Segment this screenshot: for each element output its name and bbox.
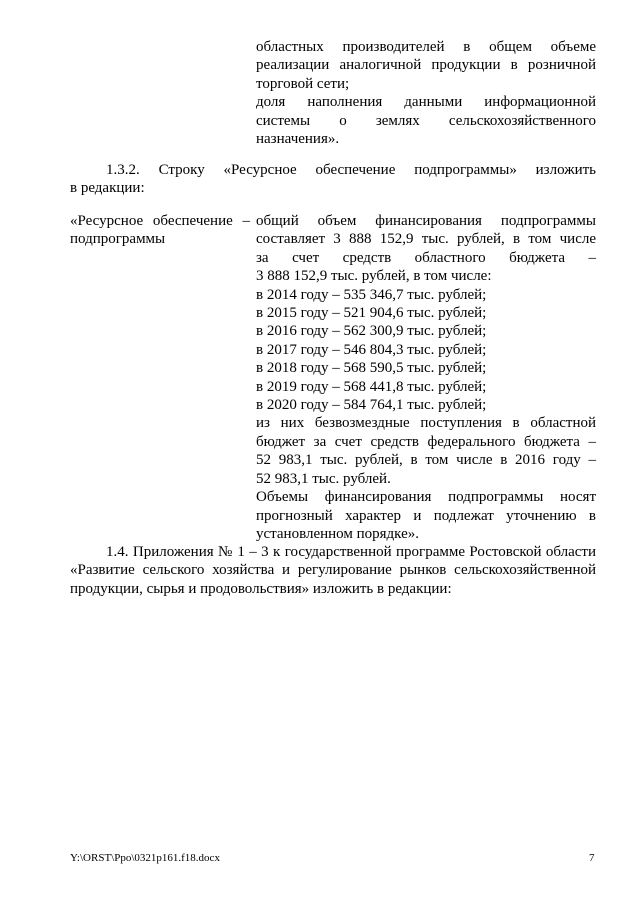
text-line: в 2015 году – 521 904,6 тыс. рублей; <box>256 305 487 322</box>
text-line: «Ресурсное обеспечение – <box>70 213 250 229</box>
text-line: прогнозный характер и подлежат уточнению в <box>256 507 596 524</box>
text-line: в 2019 году – 568 441,8 тыс. рублей; <box>256 378 487 395</box>
paragraph-1-4 <box>70 543 596 598</box>
text-line: из них безвозмездные поступления в областной <box>256 415 596 432</box>
page-number: 7 <box>589 852 595 864</box>
text-line: 1.3.2. Строку «Ресурсное обеспечение подпрограммы» изложить <box>106 162 596 178</box>
text-line: областных производителей в общем объеме <box>256 39 596 55</box>
text-line: в 2018 году – 568 590,5 тыс. рублей; <box>256 360 487 377</box>
text-line: продукции, сырья и продовольствия» изложить в редакции: <box>70 580 452 597</box>
resource-row-value <box>256 212 596 543</box>
footer-file-path: Y:\ORST\Ppo\0321p161.f18.docx <box>70 852 220 864</box>
text-line: торговой сети; <box>256 75 350 92</box>
text-line: 52 983,1 тыс. рублей. <box>256 470 391 487</box>
text-line: назначения». <box>256 131 340 148</box>
text-line: в 2014 году – 535 346,7 тыс. рублей; <box>256 286 487 303</box>
text-line: за счет средств областного бюджета – <box>256 249 596 266</box>
text-line: 3 888 152,9 тыс. рублей, в том числе: <box>256 268 492 285</box>
text-line: общий объем финансирования подпрограммы <box>256 213 596 229</box>
text-line: в 2016 году – 562 300,9 тыс. рублей; <box>256 323 487 340</box>
continuation-text <box>256 38 596 148</box>
text-line: бюджет за счет средств федерального бюджета – <box>256 433 596 450</box>
text-line: Объемы финансирования подпрограммы носят <box>256 489 596 506</box>
text-line: в 2017 году – 546 804,3 тыс. рублей; <box>256 341 487 358</box>
text-line: 52 983,1 тыс. рублей, в том числе в 2016 году – <box>256 452 596 469</box>
text-line: системы о землях сельскохозяйственного <box>256 112 596 129</box>
text-line: в редакции: <box>70 180 145 197</box>
text-line: в 2020 году – 584 764,1 тыс. рублей; <box>256 397 487 414</box>
text-line: «Развитие сельского хозяйства и регулирование рынков сельскохозяйственной <box>70 562 596 579</box>
text-line: установленном порядке». <box>256 525 420 542</box>
text-line: составляет 3 888 152,9 тыс. рублей, в том числе <box>256 231 596 248</box>
text-line: 1.4. Приложения № 1 – 3 к государственной программе Ростовской области <box>106 544 596 560</box>
paragraph-1-3-2 <box>70 161 596 198</box>
text-line: подпрограммы <box>70 231 166 248</box>
text-line: реализации аналогичной продукции в розничной <box>256 57 596 74</box>
text-line: доля наполнения данными информационной <box>256 94 596 111</box>
resource-row-label <box>70 212 250 249</box>
